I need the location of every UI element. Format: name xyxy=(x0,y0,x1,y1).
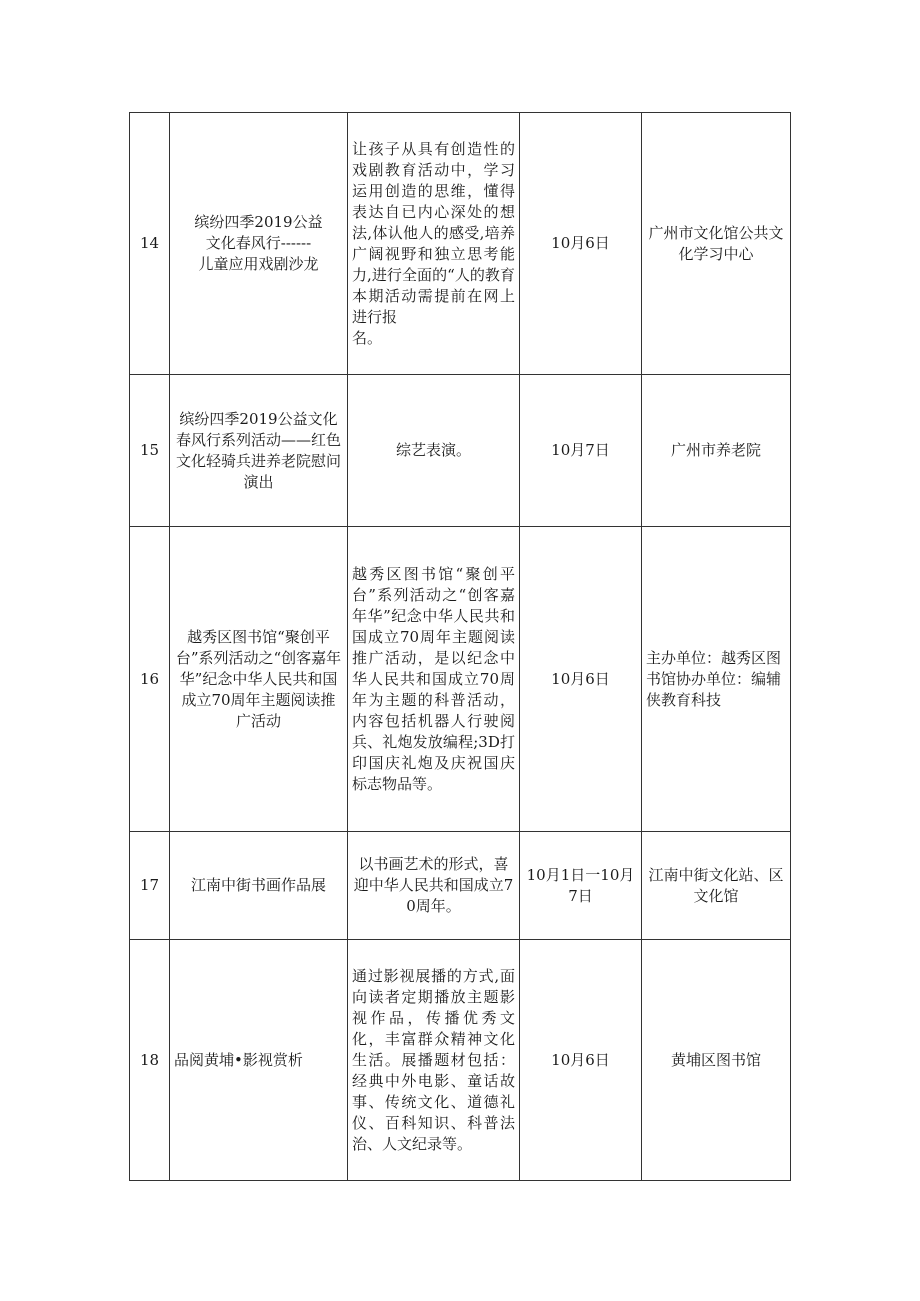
event-content: 以书画艺术的形式，喜迎中华人民共和国成立70周年。 xyxy=(348,832,520,940)
event-date: 10月6日 xyxy=(520,113,642,375)
event-content: 通过影视展播的方式,面向读者定期播放主题影视作品，传播优秀文化，丰富群众精神文化生活。展播题材包括：经典中外电影、童话故事、传统文化、道德礼仪、百科知识、科普法治、人文纪录等。 xyxy=(348,940,520,1181)
row-number: 14 xyxy=(130,113,170,375)
event-name: 江南中街书画作品展 xyxy=(170,832,348,940)
row-number: 15 xyxy=(130,375,170,527)
table-row xyxy=(130,527,791,832)
event-content: 综艺表演。 xyxy=(348,375,520,527)
row-number: 18 xyxy=(130,940,170,1181)
event-date: 10月1日一10月7日 xyxy=(520,832,642,940)
event-venue: 广州市文化馆公共文化学习中心 xyxy=(642,113,791,375)
event-name: 缤纷四季2019公益文化春风行系列活动——红色文化轻骑兵进养老院慰问 演出 xyxy=(170,375,348,527)
event-venue: 黄埔区图书馆 xyxy=(642,940,791,1181)
event-venue: 江南中街文化站、区文化馆 xyxy=(642,832,791,940)
row-number: 16 xyxy=(130,527,170,832)
event-venue: 主办单位：越秀区图书馆协办单位：编辅侠教育科技 xyxy=(642,527,791,832)
event-date: 10月6日 xyxy=(520,940,642,1181)
event-name: 缤纷四季2019公益 文化春风行------ 儿童应用戏剧沙龙 xyxy=(170,113,348,375)
table-row xyxy=(130,113,791,375)
event-name: 越秀区图书馆“聚创平台”系列活动之“创客嘉年华”纪念中华人民共和国成立70周年主题阅读推广活动 xyxy=(170,527,348,832)
row-number: 17 xyxy=(130,832,170,940)
table-row xyxy=(130,375,791,527)
event-name: 品阅黄埔•影视赏析 xyxy=(170,940,348,1181)
event-date: 10月6日 xyxy=(520,527,642,832)
event-content: 让孩子从具有创造性的戏剧教育活动中，学习运用创造的思维，懂得表达自已内心深处的想法,体认他人的感受,培养广阔视野和独立思考能力,进行全面的“人的教育本期活动需提前在网上进行报 名。 xyxy=(348,113,520,375)
event-date: 10月7日 xyxy=(520,375,642,527)
event-venue: 广州市养老院 xyxy=(642,375,791,527)
table-row xyxy=(130,940,791,1181)
event-content: 越秀区图书馆“聚创平台”系列活动之“创客嘉年华”纪念中华人民共和国成立70周年主题阅读推广活动，是以纪念中华人民共和国成立70周年为主题的科普活动，内容包括机器人行驶阅兵、礼炮发放编程;3D打印国庆礼炮及庆祝国庆标志物品等。 xyxy=(348,527,520,832)
table-row xyxy=(130,832,791,940)
events-table xyxy=(129,112,791,1181)
